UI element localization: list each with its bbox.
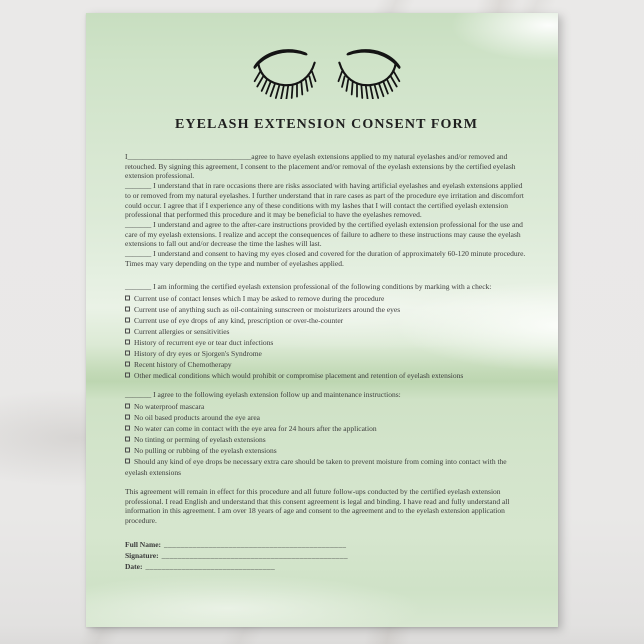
risks-paragraph: _______ I understand that in rare occasions there are risks associated with having artificial eyelashes and eyelash extensions applied to or removed from my natural eyelashes. I further understand that in rare cases as part of the procedure eye irritation and discomfort could occur. I agree that if I experience any of these conditions with my lashes that I will contact the certified eyelash extension professional that performed this procedure and it may be beneficial to have the eyelashes removed. [125, 181, 524, 220]
maintenance-label: No waterproof mascara [134, 401, 205, 411]
checkbox-icon [125, 436, 130, 441]
maintenance-label: No pulling or rubbing of the eyelash extensions [134, 445, 277, 455]
signature-block [125, 539, 528, 572]
signature-row [125, 550, 528, 561]
condition-label: Current use of contact lenses which I may be asked to remove during the procedure [134, 294, 385, 304]
signature-line: ______________________________________________ [161, 550, 348, 560]
list-item [125, 434, 528, 445]
consent-form-document [86, 13, 558, 627]
checkbox-icon [125, 307, 130, 312]
maintenance-intro: _______ I agree to the following eyelash extension follow up and maintenance instructions: [125, 390, 401, 400]
list-item [125, 370, 528, 381]
checkbox-icon [125, 296, 130, 301]
date-label: Date: [125, 561, 143, 571]
checkbox-icon [125, 329, 130, 334]
list-item [125, 359, 528, 370]
checkbox-icon [125, 373, 130, 378]
conditions-intro: _______ I am informing the certified eyelash extension professional of the following conditions by marking with a check: [125, 282, 492, 292]
condition-label: Current allergies or sensitivities [134, 327, 230, 337]
page-title: EYELASH EXTENSION CONSENT FORM [174, 117, 479, 132]
condition-label: Current use of anything such as oil-containing sunscreen or moisturizers around the eyes [134, 305, 401, 315]
signature-label: Signature: [125, 550, 159, 560]
list-item [125, 337, 528, 348]
maintenance-label: No water can come in contact with the eye area for 24 hours after the application [134, 423, 377, 433]
list-item [125, 348, 528, 359]
list-item [125, 423, 528, 434]
condition-label: Other medical conditions which would prohibit or compromise placement and retention of eyelash extensions [134, 371, 464, 381]
full-name-label: Full Name: [125, 539, 162, 549]
intro-paragraph: I_________________________________agree to have eyelash extensions applied to my natural eyelashes and/or removed and retouched. By signing this agreement, I consent to the placement and/or removal of the eyelash extensions by the certified eyelash extension professional. [125, 152, 516, 181]
maintenance-label: No tinting or perming of eyelash extensions [134, 434, 266, 444]
list-item [125, 293, 528, 304]
full-name-row [125, 539, 528, 550]
maintenance-checklist [125, 401, 528, 478]
date-line: ________________________________ [145, 561, 276, 571]
list-item [125, 326, 528, 337]
checkbox-icon [125, 362, 130, 367]
condition-label: Recent history of Chemotherapy [134, 360, 232, 370]
list-item [125, 445, 528, 456]
checkbox-icon [125, 414, 130, 419]
checkbox-icon [125, 340, 130, 345]
list-item [125, 401, 528, 412]
maintenance-label: No oil based products around the eye area [134, 412, 260, 422]
condition-label: History of dry eyes or Sjorgen's Syndrome [134, 349, 262, 359]
maintenance-section [125, 390, 528, 478]
list-item [125, 315, 528, 326]
checkbox-icon [125, 318, 130, 323]
full-name-line: _____________________________________________ [164, 539, 347, 549]
aftercare-paragraph: _______ I understand and agree to the after-care instructions provided by the certified eyelash extension professional for the use and care of my eyelash extensions. I realize and accept the consequences of failure to adhere to these instructions may cause the eyelash extensions to fall out and/or decrease the time the lashes will last. [125, 219, 523, 249]
condition-label: History of recurrent eye or tear duct infections [134, 338, 274, 348]
checkbox-icon [125, 447, 130, 452]
condition-label: Current use of eye drops of any kind, prescription or over-the-counter [134, 316, 344, 326]
maintenance-label: Should any kind of eye drops be necessary extra care should be taken to prevent moisture from coming into contact with the eyelash extensions [125, 456, 507, 477]
checkbox-icon [125, 425, 130, 430]
checkbox-icon [125, 458, 130, 463]
list-item [125, 412, 528, 423]
conditions-checklist [125, 293, 528, 381]
list-item [125, 304, 528, 315]
duration-paragraph: _______ I understand and consent to having my eyes closed and covered for the duration of approximately 60-120 minute procedure. Times may vary depending on the type and number of eyelashes applied. [125, 249, 526, 268]
closing-paragraph: This agreement will remain in effect for this procedure and all future follow-ups conducted by the certified eyelash extension professional. I read English and understand that this consent agreement is legal and binding. I have read and fully understand all information in this agreement. I am over 18 years of age and consent to the agreement and to the eyelash extension application procedure. [125, 486, 510, 525]
closed-eyes-illustration [125, 44, 528, 104]
checkbox-icon [125, 403, 130, 408]
conditions-section [125, 282, 528, 381]
date-row [125, 561, 528, 572]
list-item [125, 456, 528, 478]
eyelashes-icon [252, 44, 402, 99]
checkbox-icon [125, 351, 130, 356]
